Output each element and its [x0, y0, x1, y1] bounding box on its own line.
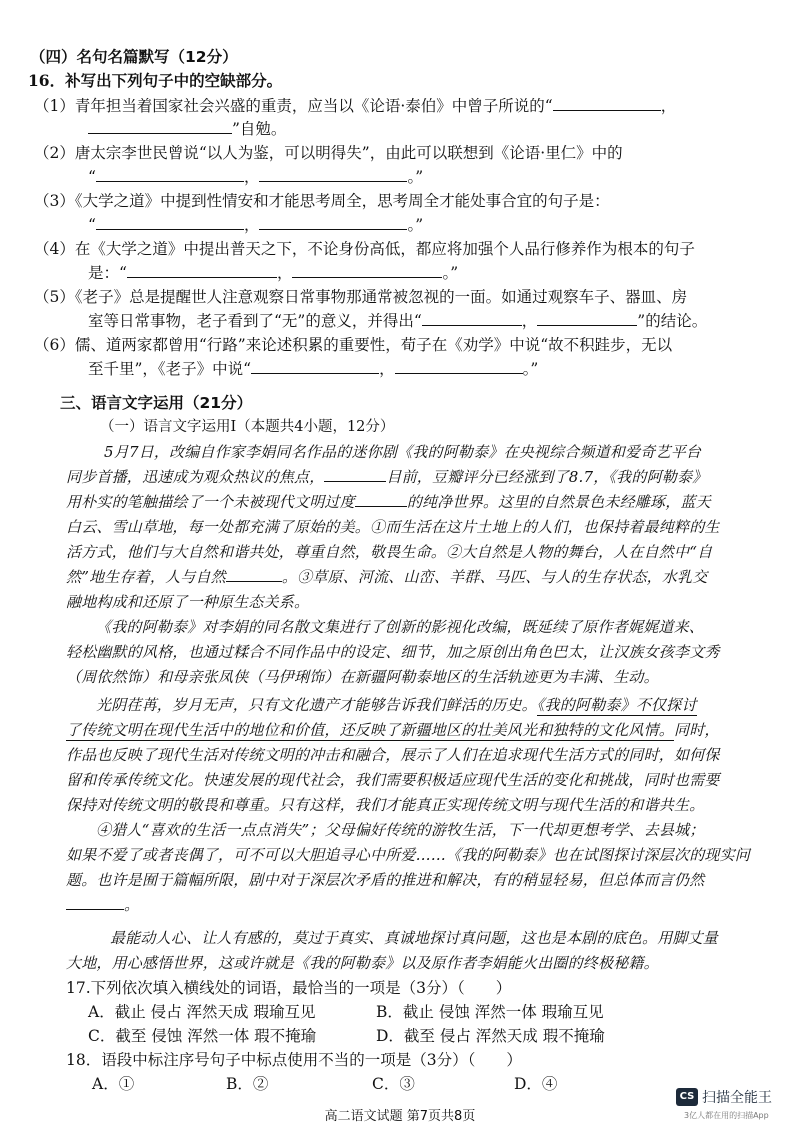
q18-option-c[interactable]: C．③ — [372, 1075, 415, 1093]
answer-blank[interactable] — [395, 358, 523, 374]
page-footer: 高二语文试题 第7页共8页 — [324, 1109, 476, 1124]
watermark-name: 扫描全能王 — [702, 1090, 772, 1106]
passage-line: 了传统文明在现代生活中的地位和价值，还反映了新疆地区的壮美风光和独特的文化风情。同时， — [66, 721, 720, 739]
q16-item-3: （3）《大学之道》中提到性情安和才能思考周全，思考周全才能处事合宜的句子是： — [34, 192, 610, 210]
fill-blank — [324, 466, 386, 482]
passage-line: 。 — [66, 894, 139, 916]
answer-blank[interactable] — [292, 262, 442, 278]
answer-blank[interactable] — [259, 214, 407, 230]
q17-option-c[interactable]: C．截至 侵蚀 浑然一体 瑕不掩瑜 — [88, 1027, 317, 1045]
q18-option-a[interactable]: A．① — [92, 1075, 135, 1093]
passage-line: ④猎人“喜欢的生活一点点消失”；父母偏好传统的游牧生活，下一代却更想考学、去县城； — [96, 821, 705, 839]
passage-line: 5月7日，改编自作家李娟同名作品的迷你剧《我的阿勒泰》在央视综合频道和爱奇艺平台 — [104, 443, 702, 461]
passage-line: 然”地生存着，人与自然 。③草原、河流、山峦、羊群、马匹、与人的生存状态，水乳交 — [66, 568, 708, 586]
passage-line: 题。也许是囿于篇幅所限，剧中对于深层次矛盾的推进和解决，有的稍显轻易，但总体而言仍然 — [66, 871, 705, 889]
fill-blank — [355, 491, 407, 507]
q16-item-6-cont: 至千里”，《老子》中说“ ， 。” — [88, 360, 539, 378]
q17-stem: 17.下列依次填入横线处的词语，最恰当的一项是（3分）（ ） — [66, 979, 512, 997]
q16-item-6: （6）儒、道两家都曾用“行路”来论述积累的重要性，荀子在《劝学》中说“故不积跬步，无以 — [34, 336, 673, 354]
q16-item-5-cont: 室等日常事物，老子看到了“无”的意义，并得出“ ， ”的结论。 — [88, 312, 708, 330]
answer-blank[interactable] — [88, 118, 232, 134]
passage-line: 作品也反映了现代生活对传统文明的冲击和融合，展示了人们在追求现代生活方式的同时，如何保 — [66, 746, 720, 764]
passage-line: 同步首播，迅速成为观众热议的焦点， 目前，豆瓣评分已经涨到了8.7，《我的阿勒泰》 — [66, 468, 708, 486]
q16-item-1: （1）青年担当着国家社会兴盛的重责，应当以《论语·泰伯》中曾子所说的“ ， — [34, 97, 677, 115]
q16-item-4-cont: 是：“ ， 。” — [88, 264, 459, 282]
answer-blank[interactable] — [259, 166, 407, 182]
passage-line: 活方式，他们与大自然和谐共处，尊重自然，敬畏生命。②大自然是人物的舞台，人在自然中“自 — [66, 543, 713, 561]
q18-stem: 18．语段中标注序号句子中标点使用不当的一项是（3分）（ ） — [66, 1051, 522, 1069]
underlined-sentence: 了传统文明在现代生活中的地位和价值，还反映了新疆地区的壮美风光和独特的文化风情。 — [66, 721, 675, 739]
answer-blank[interactable] — [96, 166, 244, 182]
q16-item-2: （2）唐太宗李世民曾说“以人为鉴，可以明得失”，由此可以联想到《论语·里仁》中的 — [34, 144, 623, 162]
passage-line: 轻松幽默的风格，也通过糅合不同作品中的设定、细节，加之原创出角色巴太，让汉族女孩李文秀 — [66, 643, 720, 661]
fill-blank — [226, 566, 282, 582]
passage-line: 保持对传统文明的敬畏和尊重。只有这样，我们才能真正实现传统文明与现代生活的和谐共生。 — [66, 796, 705, 814]
answer-blank[interactable] — [96, 214, 244, 230]
passage-line: 用朴实的笔触描绘了一个未被现代文明过度 的纯净世界。这里的自然景色未经雕琢，蓝天 — [66, 493, 711, 511]
watermark-tagline: 3亿人都在用的扫描App — [684, 1111, 769, 1120]
answer-blank[interactable] — [537, 310, 637, 326]
passage-line: 光阴荏苒，岁月无声，只有文化遗产才能够告诉我们鲜活的历史。《我的阿勒泰》不仅探讨 — [96, 696, 697, 714]
passage-line: 融地构成和还原了一种原生态关系。 — [66, 593, 310, 611]
q16-item-3-cont: “ ， 。” — [88, 216, 424, 234]
passage-line: 《我的阿勒泰》对李娟的同名散文集进行了创新的影视化改编，既延续了原作者娓娓道来、 — [96, 618, 705, 636]
answer-blank[interactable] — [422, 310, 522, 326]
section-3-title: 三、语言文字运用（21分） — [60, 394, 253, 412]
section-4-title: （四）名句名篇默写（12分） — [30, 48, 238, 66]
q16-item-2-cont: “ ， 。” — [88, 168, 424, 186]
passage-line: 白云、雪山草地，每一处都充满了原始的美。①而生活在这片土地上的人们，也保持着最纯粹的生 — [66, 518, 720, 536]
subsection-1-title: （一）语言文字运用Ⅰ（本题共4小题，12分） — [100, 419, 395, 435]
passage-line: 最能动人心、让人有感的，莫过于真实、真诚地探讨真问题，这也是本剧的底色。用脚丈量 — [110, 929, 719, 947]
q17-option-d[interactable]: D．截至 侵占 浑然天成 瑕不掩瑜 — [376, 1027, 605, 1045]
camscanner-icon: CS — [676, 1088, 698, 1106]
q16-item-4: （4）在《大学之道》中提出普天之下，不论身份高低，都应将加强个人品行修养作为根本的句子 — [34, 240, 695, 258]
passage-line: 大地，用心感悟世界，这或许就是《我的阿勒泰》以及原作者李娟能火出圈的终极秘籍。 — [66, 954, 659, 972]
q18-option-b[interactable]: B．② — [226, 1075, 269, 1093]
passage-line: （周依然饰）和母亲张凤侠（马伊琍饰）在新疆阿勒泰地区的生活轨迹更为丰满、生动。 — [66, 668, 659, 686]
passage-line: 如果不爱了或者丧偶了，可不可以大胆追寻心中所爱……《我的阿勒泰》也在试图探讨深层次的现实问 — [66, 846, 751, 864]
underlined-sentence: 《我的阿勒泰》不仅探讨 — [536, 696, 697, 714]
q18-option-d[interactable]: D．④ — [514, 1075, 558, 1093]
q17-option-a[interactable]: A．截止 侵占 浑然天成 瑕瑜互见 — [88, 1003, 316, 1021]
scanner-watermark — [676, 1086, 796, 1126]
q16-item-5: （5）《老子》总是提醒世人注意观察日常事物那通常被忽视的一面。如通过观察车子、器皿、房 — [34, 288, 688, 306]
answer-blank[interactable] — [553, 95, 661, 111]
passage-line: 留和传承传统文化。快速发展的现代社会，我们需要积极适应现代生活的变化和挑战，同时也需要 — [66, 771, 720, 789]
fill-blank — [66, 894, 124, 910]
q16-item-1-cont: ”自勉。 — [88, 118, 286, 140]
answer-blank[interactable] — [127, 262, 277, 278]
answer-blank[interactable] — [251, 358, 379, 374]
q16-stem: 16．补写出下列句子中的空缺部分。 — [28, 71, 283, 90]
q17-option-b[interactable]: B．截止 侵蚀 浑然一体 瑕瑜互见 — [376, 1003, 604, 1021]
